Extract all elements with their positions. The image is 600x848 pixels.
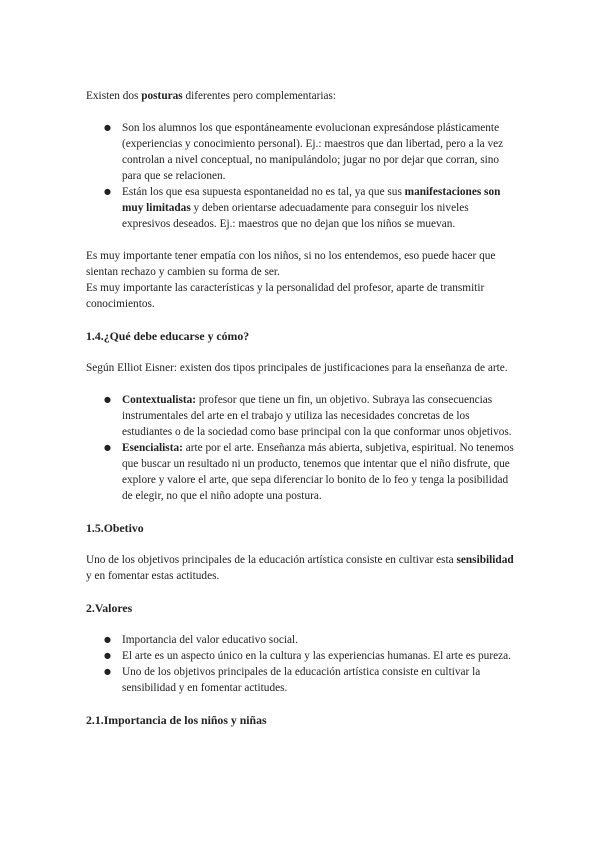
teacher-paragraph: Es muy importante las características y la personalidad del profesor, aparte de transmitir conocimientos. [86, 282, 485, 310]
section-heading-1-4: 1.4.¿Qué debe educarse y cómo? [86, 329, 250, 343]
list-item: ● Uno de los objetivos principales de la educación artística consiste en cultivar la sensibilidad y en fomentar actitudes. [86, 664, 518, 696]
section-heading-2-1: 2.1.Importancia de los niños y niñas [86, 713, 267, 727]
list-item: ● Importancia del valor educativo social. [86, 632, 518, 648]
eisner-paragraph: Según Elliot Eisner: existen dos tipos principales de justificaciones para la enseñanza de arte. [86, 362, 508, 374]
justifications-list [86, 392, 518, 504]
postures-list [86, 120, 518, 232]
list-item: ● Esencialista: arte por el arte. Enseñanza más abierta, subjetiva, espiritual. No tenemos que buscar un resultado ni un producto, tenemos que intentar que el niño disfrute, que explore y valore el arte, que sepa diferenciar lo bonito de lo feo y tenga la posibilidad de elegir, no que el niño adopte una postura. [86, 440, 518, 504]
empathy-paragraph: Es muy importante tener empatía con los niños, si no los entendemos, eso puede hacer que sientan rechazo y cambien su forma de ser. [86, 250, 496, 278]
section-heading-2: 2.Valores [86, 601, 133, 615]
list-item: ● Están los que esa supuesta espontaneidad no es tal, ya que sus manifestaciones son muy limitadas y deben orientarse adecuadamente para conseguir los niveles expresivos deseados. Ej.: maestros que no dejan que los niños se muevan. [86, 184, 518, 232]
section-heading-1-5: 1.5.Obetivo [86, 521, 144, 535]
list-item: ● El arte es un aspecto único en la cultura y las experiencias humanas. El arte es pureza. [86, 648, 518, 664]
intro-paragraph: Existen dos posturas diferentes pero complementarias: [86, 90, 337, 102]
values-list [86, 632, 518, 696]
list-item: ● Contextualista: profesor que tiene un fin, un objetivo. Subraya las consecuencias instrumentales del arte en el trabajo y utiliza las necesidades concretas de los estudiantes o de la sociedad como base principal con la que conformar unos objetivos. [86, 392, 518, 440]
list-item: ● Son los alumnos los que espontáneamente evolucionan expresándose plásticamente (experiencias y conocimiento personal). Ej.: maestros que dan libertad, pero a la vez controlan a nivel conceptual, no manipulándolo; jugar no por dejar que corran, sino para que se relacionen. [86, 120, 518, 184]
document-page [86, 88, 518, 728]
objective-paragraph: Uno de los objetivos principales de la educación artística consiste en cultivar esta sensibilidad y en fomentar estas actitudes. [86, 554, 514, 582]
